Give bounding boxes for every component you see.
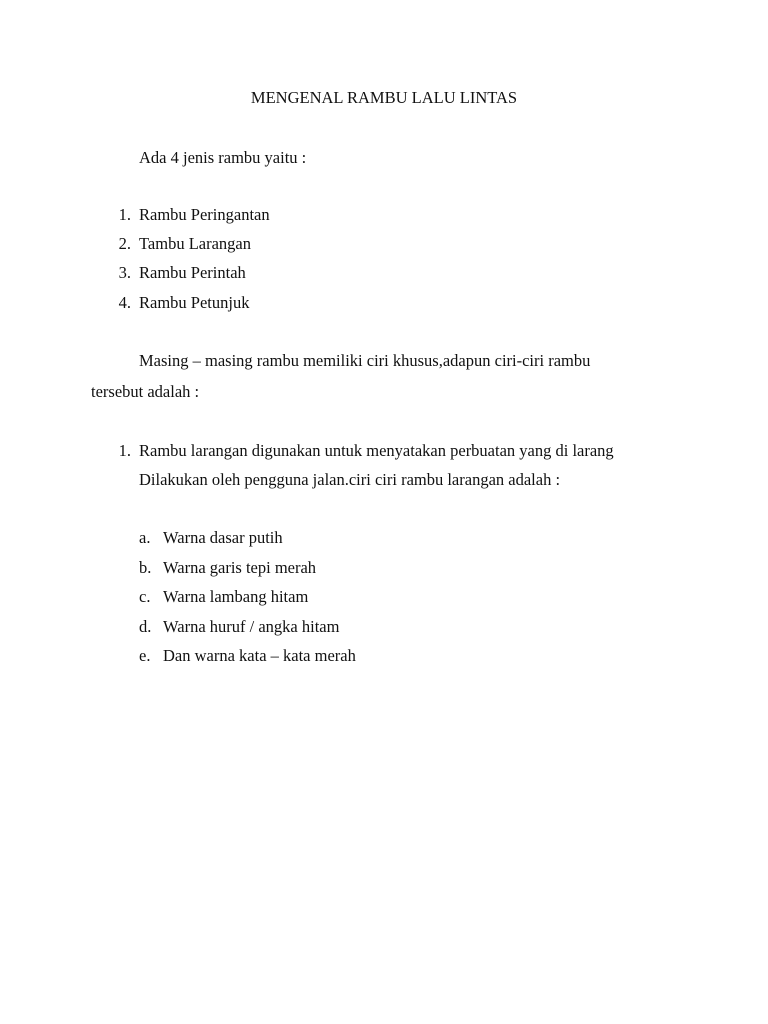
- document-title: MENGENAL RAMBU LALU LINTAS: [250, 88, 518, 107]
- intro-line: Ada 4 jenis rambu yaitu :: [139, 148, 307, 167]
- feature-item-d: Warna huruf / angka hitam: [163, 617, 340, 636]
- feature-marker-a: a.: [139, 528, 151, 547]
- type-item-4: Rambu Petunjuk: [139, 293, 250, 312]
- feature-marker-d: d.: [139, 617, 152, 636]
- type-marker-4: 4.: [118, 293, 131, 312]
- feature-item-c: Warna lambang hitam: [163, 587, 309, 606]
- point-marker-1: 1.: [118, 441, 131, 460]
- type-item-1: Rambu Peringantan: [139, 205, 270, 224]
- feature-item-a: Warna dasar putih: [163, 528, 283, 547]
- feature-marker-c: c.: [139, 587, 151, 606]
- type-marker-3: 3.: [118, 263, 131, 282]
- point-line-2: Dilakukan oleh pengguna jalan.ciri ciri rambu larangan adalah :: [139, 470, 561, 489]
- feature-item-b: Warna garis tepi merah: [163, 558, 317, 577]
- type-marker-2: 2.: [118, 234, 131, 253]
- feature-item-e: Dan warna kata – kata merah: [163, 646, 356, 665]
- point-line-1: Rambu larangan digunakan untuk menyatakan perbuatan yang di larang: [139, 441, 614, 460]
- type-item-2: Tambu Larangan: [139, 234, 252, 253]
- paragraph-line-1: Masing – masing rambu memiliki ciri khusus,adapun ciri-ciri rambu: [139, 351, 591, 370]
- feature-marker-b: b.: [139, 558, 152, 577]
- paragraph-line-2: tersebut adalah :: [91, 382, 200, 401]
- type-marker-1: 1.: [118, 205, 131, 224]
- type-item-3: Rambu Perintah: [139, 263, 246, 282]
- feature-marker-e: e.: [139, 646, 151, 665]
